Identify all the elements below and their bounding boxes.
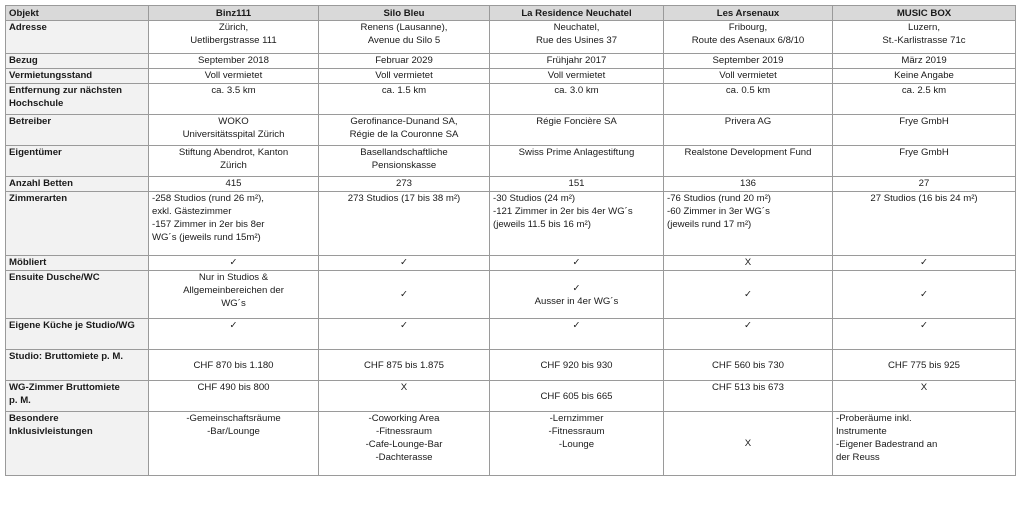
cell-text-line: CHF 870 bis 1.180 — [193, 359, 274, 371]
row-label-line: Anzahl Betten — [9, 178, 73, 189]
row-label — [6, 381, 149, 412]
cell-silo-bleu — [319, 84, 490, 115]
cell-text-line: X — [920, 382, 928, 393]
row-label-line: Entfernung zur nächsten — [9, 85, 122, 96]
cell-binz111 — [149, 319, 319, 350]
row-label — [6, 256, 149, 271]
cell-text-line: ca. 3.0 km — [554, 85, 599, 96]
cell-text-line: Gerofinance-Dunand SA, — [350, 116, 458, 127]
row-zimmerarten — [6, 192, 1016, 256]
cell-text-line: ✓ — [743, 320, 753, 331]
cell-binz111 — [149, 381, 319, 412]
row-eigene-kueche — [6, 319, 1016, 350]
cell-text-line: -Dachterasse — [375, 452, 433, 463]
row-label-line: Hochschule — [9, 98, 64, 109]
row-label — [6, 319, 149, 350]
row-adresse — [6, 21, 1016, 54]
cell-text-line: CHF 490 bis 800 — [197, 382, 270, 393]
cell-la-residence-neuchatel — [490, 271, 664, 319]
cell-text-line: Voll vermietet — [547, 70, 606, 81]
cell-text-line: 415 — [225, 178, 242, 189]
cell-binz111 — [149, 21, 319, 54]
row-label — [6, 146, 149, 177]
cell-text-line: 273 Studios (17 bis 38 m²) — [347, 193, 461, 204]
cell-les-arsenaux — [664, 21, 833, 54]
cell-binz111 — [149, 69, 319, 84]
header-silo-bleu: Silo Bleu — [319, 6, 490, 21]
cell-text-line: Ausser in 4er WG´s — [534, 295, 619, 307]
cell-text-line: WOKO — [218, 116, 249, 127]
cell-la-residence-neuchatel — [490, 381, 664, 412]
row-label-line: Eigentümer — [9, 147, 62, 158]
cell-text-line: Instrumente — [836, 426, 887, 437]
cell-text-line: 27 — [918, 178, 930, 189]
cell-text-line: Voll vermietet — [719, 70, 777, 81]
cell-text-line: ✓ — [919, 320, 929, 331]
row-label-line: Besondere — [9, 413, 59, 424]
cell-text-line: (jeweils 11.5 bis 16 m²) — [493, 219, 591, 230]
cell-text-line: Zürich — [220, 160, 247, 171]
cell-text-line: ✓ — [919, 289, 929, 300]
cell-music-box — [833, 319, 1016, 350]
cell-text-line: -Bar/Lounge — [207, 426, 260, 437]
cell-text-line: Avenue du Silo 5 — [367, 35, 441, 46]
comparison-table — [5, 5, 1016, 476]
cell-text-line: Universitätsspital Zürich — [182, 129, 285, 140]
row-label-line: p. M. — [9, 395, 31, 406]
cell-binz111 — [149, 256, 319, 271]
cell-text-line: September 2018 — [198, 55, 269, 66]
cell-les-arsenaux — [664, 319, 833, 350]
cell-text-line: -Fitnessraum — [548, 426, 605, 437]
cell-text-line: -157 Zimmer in 2er bis 8er — [152, 219, 265, 230]
cell-binz111 — [149, 350, 319, 381]
cell-text-line: 151 — [568, 178, 585, 189]
cell-text-line: ca. 1.5 km — [381, 85, 427, 96]
cell-text-line: ✓ — [399, 257, 409, 268]
row-label — [6, 177, 149, 192]
cell-text-line: Pensionskasse — [371, 160, 437, 171]
cell-la-residence-neuchatel — [490, 192, 664, 256]
cell-les-arsenaux — [664, 69, 833, 84]
cell-text-line: September 2019 — [712, 55, 784, 66]
row-label-line: Adresse — [9, 22, 47, 33]
cell-text-line: 27 Studios (16 bis 24 m²) — [870, 193, 978, 204]
cell-text-line: CHF 920 bis 930 — [540, 359, 613, 371]
cell-text-line: Fribourg, — [728, 22, 768, 33]
cell-music-box — [833, 115, 1016, 146]
cell-text-line: Frühjahr 2017 — [546, 55, 607, 66]
cell-text-line: 273 — [395, 178, 412, 189]
cell-text-line: Voll vermietet — [204, 70, 263, 81]
cell-silo-bleu — [319, 192, 490, 256]
cell-text-line: der Reuss — [836, 452, 880, 463]
cell-music-box — [833, 177, 1016, 192]
cell-text-line: Renens (Lausanne), — [360, 22, 448, 33]
cell-silo-bleu — [319, 21, 490, 54]
cell-text-line: Régie Foncière SA — [536, 116, 617, 127]
cell-text-line: WG´s — [221, 298, 246, 309]
cell-text-line: Frye GmbH — [899, 147, 949, 158]
row-label — [6, 69, 149, 84]
cell-silo-bleu — [319, 146, 490, 177]
row-vermietungsstand — [6, 69, 1016, 84]
row-label — [6, 84, 149, 115]
row-inklusivleistungen — [6, 412, 1016, 476]
row-entfernung — [6, 84, 1016, 115]
cell-les-arsenaux — [664, 381, 833, 412]
row-anzahl-betten — [6, 177, 1016, 192]
cell-text-line: ✓ — [399, 289, 409, 300]
cell-text-line: Route des Asenaux 6/8/10 — [691, 35, 805, 46]
cell-la-residence-neuchatel — [490, 412, 664, 476]
cell-binz111 — [149, 271, 319, 319]
header-music-box: MUSIC BOX — [833, 6, 1016, 21]
cell-silo-bleu — [319, 69, 490, 84]
cell-text-line: Uetlibergstrasse 111 — [190, 35, 277, 46]
cell-les-arsenaux — [664, 177, 833, 192]
cell-text-line: -Lernzimmer — [549, 413, 604, 424]
cell-text-line: ✓ — [229, 320, 238, 331]
cell-music-box — [833, 84, 1016, 115]
cell-silo-bleu — [319, 271, 490, 319]
row-label — [6, 192, 149, 256]
cell-text-line: Régie de la Couronne SA — [349, 129, 459, 140]
header-objekt: Objekt — [6, 6, 149, 21]
row-bezug — [6, 54, 1016, 69]
cell-les-arsenaux — [664, 271, 833, 319]
cell-text-line: CHF 605 bis 665 — [540, 390, 613, 402]
cell-music-box — [833, 69, 1016, 84]
cell-la-residence-neuchatel — [490, 54, 664, 69]
cell-silo-bleu — [319, 412, 490, 476]
cell-text-line: Privera AG — [724, 116, 772, 127]
cell-text-line: -Gemeinschaftsräume — [186, 413, 281, 424]
cell-text-line: CHF 560 bis 730 — [712, 359, 784, 371]
cell-binz111 — [149, 412, 319, 476]
cell-text-line: ✓ — [743, 289, 753, 300]
cell-text-line: exkl. Gästezimmer — [152, 206, 232, 217]
row-label — [6, 115, 149, 146]
cell-text-line: Realstone Development Fund — [684, 147, 812, 158]
cell-text-line: Rue des Usines 37 — [535, 35, 618, 46]
cell-text-line: ✓ — [919, 257, 929, 268]
cell-text-line: ca. 2.5 km — [901, 85, 947, 96]
row-ensuite — [6, 271, 1016, 319]
cell-text-line: ✓ — [399, 320, 409, 331]
row-moebliert — [6, 256, 1016, 271]
cell-text-line: Frye GmbH — [899, 116, 949, 127]
comparison-table-wrapper — [5, 5, 1015, 476]
cell-text-line: X — [744, 257, 752, 268]
cell-silo-bleu — [319, 319, 490, 350]
cell-text-line: Allgemeinbereichen der — [183, 285, 284, 296]
header-les-arsenaux: Les Arsenaux — [664, 6, 833, 21]
cell-text-line: -Cafe-Lounge-Bar — [365, 439, 443, 450]
cell-la-residence-neuchatel — [490, 350, 664, 381]
row-label-line: Studio: Bruttomiete p. M. — [9, 351, 124, 362]
cell-les-arsenaux — [664, 256, 833, 271]
cell-text-line: ✓ — [572, 257, 581, 268]
cell-text-line: WG´s (jeweils rund 15m²) — [152, 232, 261, 243]
cell-music-box — [833, 350, 1016, 381]
cell-silo-bleu — [319, 381, 490, 412]
cell-text-line: ✓ — [572, 282, 581, 294]
cell-les-arsenaux — [664, 192, 833, 256]
cell-music-box — [833, 192, 1016, 256]
row-label-line: Ensuite Dusche/WC — [9, 272, 100, 283]
row-label — [6, 54, 149, 69]
row-label-line: Möbliert — [9, 257, 47, 268]
cell-text-line: -Lounge — [558, 439, 595, 450]
cell-binz111 — [149, 115, 319, 146]
cell-silo-bleu — [319, 115, 490, 146]
row-label-line: Bezug — [9, 55, 38, 66]
row-label — [6, 271, 149, 319]
cell-la-residence-neuchatel — [490, 177, 664, 192]
row-label-line: Betreiber — [9, 116, 52, 127]
cell-text-line: Nur in Studios & — [198, 272, 269, 283]
cell-text-line: 136 — [739, 178, 756, 189]
cell-silo-bleu — [319, 54, 490, 69]
cell-music-box — [833, 381, 1016, 412]
cell-text-line: -Eigener Badestrand an — [836, 439, 938, 450]
cell-text-line: März 2019 — [901, 55, 947, 66]
row-label-line: Vermietungsstand — [9, 70, 93, 81]
row-label-line: Eigene Küche je Studio/WG — [9, 320, 135, 331]
cell-text-line: -Fitnessraum — [376, 426, 432, 437]
cell-text-line: Stiftung Abendrot, Kanton — [178, 147, 289, 158]
cell-binz111 — [149, 177, 319, 192]
cell-text-line: X — [400, 382, 408, 393]
cell-text-line: (jeweils rund 17 m²) — [667, 219, 752, 230]
cell-text-line: -121 Zimmer in 2er bis 4er WG´s — [493, 206, 633, 217]
row-label-line: Zimmerarten — [9, 193, 68, 204]
cell-silo-bleu — [319, 350, 490, 381]
cell-text-line: Voll vermietet — [375, 70, 433, 81]
cell-text-line: -Proberäume inkl. — [836, 413, 912, 424]
cell-text-line: ca. 0.5 km — [725, 85, 771, 96]
cell-les-arsenaux — [664, 54, 833, 69]
cell-text-line: Neuchatel, — [553, 22, 600, 33]
cell-text-line: St.-Karlistrasse 71c — [882, 35, 966, 46]
row-wg-miete — [6, 381, 1016, 412]
cell-les-arsenaux — [664, 412, 833, 476]
cell-les-arsenaux — [664, 350, 833, 381]
cell-la-residence-neuchatel — [490, 146, 664, 177]
cell-music-box — [833, 271, 1016, 319]
cell-la-residence-neuchatel — [490, 69, 664, 84]
cell-la-residence-neuchatel — [490, 115, 664, 146]
cell-les-arsenaux — [664, 146, 833, 177]
cell-text-line: Luzern, — [908, 22, 940, 33]
cell-silo-bleu — [319, 256, 490, 271]
header-row — [6, 6, 1016, 21]
cell-text-line: Februar 2029 — [375, 55, 433, 66]
cell-text-line: CHF 513 bis 673 — [712, 382, 784, 393]
cell-text-line: Zürich, — [218, 22, 249, 33]
row-studio-miete — [6, 350, 1016, 381]
row-label — [6, 21, 149, 54]
cell-text-line: -60 Zimmer in 3er WG´s — [667, 206, 770, 217]
cell-la-residence-neuchatel — [490, 84, 664, 115]
cell-text-line: ca. 3.5 km — [211, 85, 256, 96]
cell-music-box — [833, 54, 1016, 69]
cell-music-box — [833, 21, 1016, 54]
cell-binz111 — [149, 192, 319, 256]
row-label-line: WG-Zimmer Bruttomiete — [9, 382, 120, 393]
row-label — [6, 412, 149, 476]
cell-text-line: ✓ — [572, 320, 581, 331]
cell-la-residence-neuchatel — [490, 21, 664, 54]
cell-text-line: Keine Angabe — [894, 70, 954, 81]
cell-text-line: -Coworking Area — [368, 413, 440, 424]
cell-music-box — [833, 412, 1016, 476]
cell-binz111 — [149, 84, 319, 115]
row-label — [6, 350, 149, 381]
row-label-line: Inklusivleistungen — [9, 426, 93, 437]
cell-music-box — [833, 256, 1016, 271]
cell-text-line: -258 Studios (rund 26 m²), — [152, 193, 264, 204]
row-betreiber — [6, 115, 1016, 146]
row-eigentuemer — [6, 146, 1016, 177]
cell-binz111 — [149, 146, 319, 177]
cell-text-line: Basellandschaftliche — [360, 147, 448, 158]
header-binz111: Binz111 — [149, 6, 319, 21]
cell-silo-bleu — [319, 177, 490, 192]
cell-text-line: -30 Studios (24 m²) — [493, 193, 576, 204]
cell-binz111 — [149, 54, 319, 69]
cell-text-line: CHF 775 bis 925 — [888, 359, 960, 371]
cell-text-line: -76 Studios (rund 20 m²) — [667, 193, 771, 204]
cell-text-line: Swiss Prime Anlagestiftung — [518, 147, 635, 158]
cell-les-arsenaux — [664, 115, 833, 146]
cell-la-residence-neuchatel — [490, 256, 664, 271]
cell-la-residence-neuchatel — [490, 319, 664, 350]
cell-music-box — [833, 146, 1016, 177]
cell-text-line: X — [744, 438, 752, 449]
cell-les-arsenaux — [664, 84, 833, 115]
header-la-residence-neuchatel: La Residence Neuchatel — [490, 6, 664, 21]
cell-text-line: ✓ — [229, 257, 238, 268]
cell-text-line: CHF 875 bis 1.875 — [364, 359, 444, 371]
